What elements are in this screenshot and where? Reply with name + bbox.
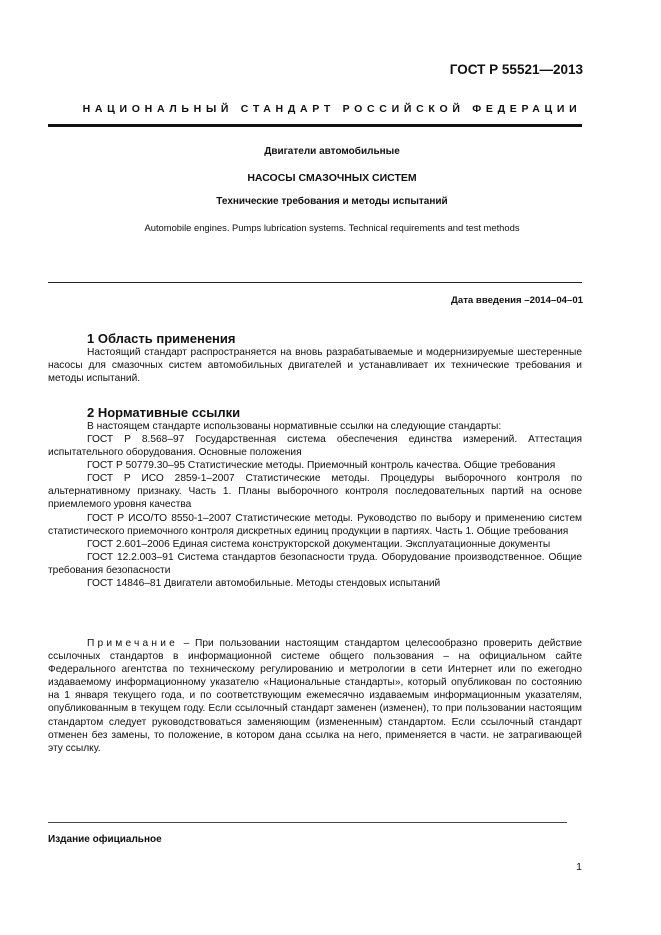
title-english: Automobile engines. Pumps lubrication systems. Technical requirements and test methods	[144, 222, 520, 233]
title-divider	[48, 282, 582, 283]
page-number: 1	[576, 861, 582, 873]
reference-item: ГОСТ Р 50779.30–95 Статистические методы. Приемочный контроль качества. Общие требования	[87, 460, 556, 472]
reference-item: ГОСТ 14846–81 Двигатели автомобильные. Методы стендовых испытаний	[87, 578, 441, 590]
section-2-heading: 2 Нормативные ссылки	[87, 405, 241, 420]
section-1-heading: 1 Область применения	[87, 331, 236, 346]
note-paragraph	[48, 637, 582, 755]
note-label: Примечание	[87, 638, 178, 649]
document-code: ГОСТ Р 55521—2013	[449, 62, 583, 77]
edition-label: Издание официальное	[48, 834, 162, 845]
title-line-2: НАСОСЫ СМАЗОЧНЫХ СИСТЕМ	[247, 172, 417, 184]
reference-item: ГОСТ Р ИСО/ТО 8550-1–2007 Статистические методы. Руководство по выбору и применению систем статистического приемочного контроля дискретных единиц продукции в партиях. Часть 1. Общие требования	[48, 512, 582, 537]
reference-item: ГОСТ Р 8.568–97 Государственная система обеспечения единства измерений. Аттестация испытательного оборудования. Основные положения	[48, 434, 582, 459]
section-1-text: Настоящий стандарт распространяется на вновь разрабатываемые и модернизируемые шестеренные насосы для смазочных систем автомобильных двигателей и устанавливает их технические требования и методы испытаний.	[48, 347, 582, 385]
header-divider	[48, 124, 582, 127]
reference-item: ГОСТ 12.2.003–91 Система стандартов безопасности труда. Оборудование производственное. Общие требования безопасности	[48, 551, 582, 576]
national-standard-banner: НАЦИОНАЛЬНЫЙ СТАНДАРТ РОССИЙСКОЙ ФЕДЕРАЦИИ	[82, 103, 582, 115]
introduction-date: Дата введения –2014–04–01	[451, 295, 583, 306]
normative-references-list	[48, 433, 582, 590]
footer-divider	[48, 822, 567, 823]
note-text: – При пользовании настоящим стандартом целесообразно проверить действие ссылочных стандартов в информационной системе общего пользования – на официальном сайте Федерального агентства по техническому регулированию и метрологии в сети Интернет или по ежегодно издаваемому информационному указателю «Национальные стандарты», который опубликован по состоянию на 1 января текущего года, и по соответствующим ежемесячно издаваемым информационным указателям, опубликованным в текущем году. Если ссылочный стандарт заменен (изменен), то при пользовании настоящим стандартом следует руководствоваться заменяющим (измененным) стандартом. Если ссылочный стандарт отменен без замены, то положение, в котором дана ссылка на него, применяется в части. не затрагивающей эту ссылку.	[48, 638, 582, 754]
reference-item: ГОСТ 2.601–2006 Единая система конструкторской документации. Эксплуатационные документы	[87, 538, 551, 550]
section-2-intro: В настоящем стандарте использованы нормативные ссылки на следующие стандарты:	[87, 421, 502, 432]
reference-item: ГОСТ Р ИСО 2859-1–2007 Статистические методы. Процедуры выборочного контроля по альтернативному признаку. Часть 1. Планы выборочного контроля последовательных партий на основе приемлемого уровня качества	[48, 473, 582, 511]
title-line-3: Технические требования и методы испытаний	[216, 196, 448, 207]
title-line-1: Двигатели автомобильные	[264, 146, 400, 157]
